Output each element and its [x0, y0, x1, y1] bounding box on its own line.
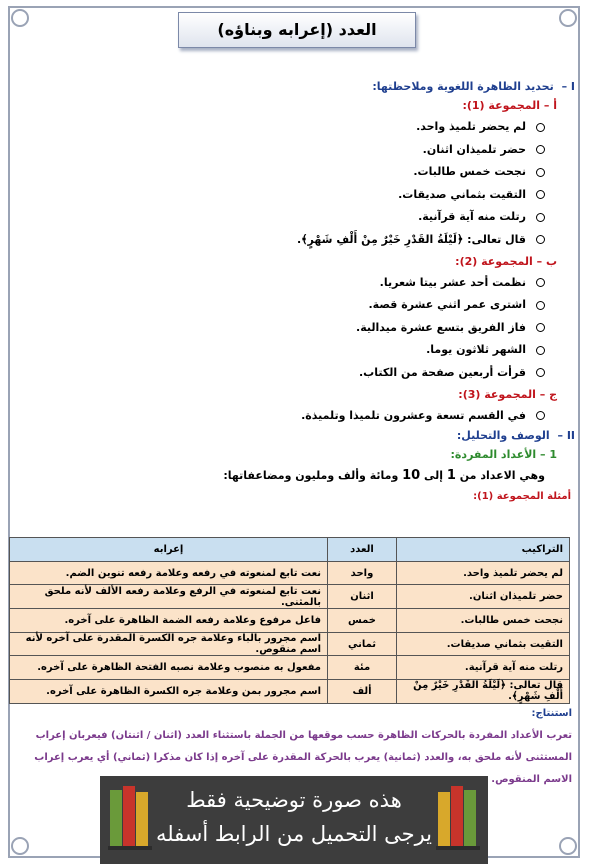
table-cell: مفعول به منصوب وعلامة نصبه الفتحة الظاهرة على آخره. — [10, 656, 328, 680]
bullet-icon — [536, 368, 545, 377]
column-header: إعرابه — [10, 538, 328, 562]
bullet-icon — [536, 190, 545, 199]
table-row — [10, 656, 570, 680]
conclusion-text: تعرب الأعداد المفردة بالحركات الظاهرة حسب موقعها من الجملة باستثناء العدد (اثنان / اثنتان) فيعربان إعراب المستثنى لأنه ملحق به، والعدد (ثمانية) يعرب بالحركة المقدرة على آخره إذا كان مذكرا (ثماني) أي يعرب إعراب الاسم المنقوص. — [34, 730, 572, 785]
books-icon — [432, 782, 482, 852]
table-cell: فاعل مرفوع وعلامة رفعه الضمة الظاهرة على آخره. — [10, 609, 328, 633]
list-item: فاز الفريق بتسع عشرة ميدالية. — [20, 317, 545, 340]
page-title: العدد (إعرابه وبناؤه) — [178, 12, 416, 48]
table-row — [10, 680, 570, 704]
group-1-label: أ – المجموعة (1): — [462, 99, 557, 112]
table-row — [10, 609, 570, 633]
corner-ornament — [559, 837, 577, 855]
list-item: قرأت أربعين صفحة من الكتاب. — [20, 362, 545, 385]
group-3-label: ج – المجموعة (3): — [458, 387, 557, 401]
table-cell: اثنان — [328, 585, 397, 609]
section-2-heading — [20, 427, 575, 445]
section-1-number: I – — [561, 80, 575, 93]
table-cell: ألف — [328, 680, 397, 704]
table-cell: نعت تابع لمنعوته في الرفع وعلامة رفعه الألف لأنه ملحق بالمثنى. — [10, 585, 328, 609]
table-cell: حضر تلميذان اثنان. — [397, 585, 570, 609]
table-cell: واحد — [328, 561, 397, 585]
table-cell: مئة — [328, 656, 397, 680]
list-item: نجحت خمس طالبات. — [20, 161, 545, 184]
table-cell: رتلت منه آية قرآنية. — [397, 656, 570, 680]
group-2-label: ب – المجموعة (2): — [455, 254, 557, 268]
bullet-icon — [536, 278, 545, 287]
list-item: نظمت أحد عشر بيتا شعريا. — [20, 272, 545, 295]
bullet-icon — [536, 301, 545, 310]
bullet-icon — [536, 323, 545, 332]
column-header: العدد — [328, 538, 397, 562]
group-3-list — [20, 405, 575, 428]
list-item: حضر تلميذان اثنان. — [20, 139, 545, 162]
table-row — [10, 632, 570, 656]
conclusion-label: استنتاج: — [531, 708, 572, 719]
corner-ornament — [11, 837, 29, 855]
definition-text: وهي الاعداد من 1 إلى 10 ومائة وألف ومليون ومضاعفاتها: — [223, 468, 545, 484]
list-item: اشترى عمر اثني عشرة قصة. — [20, 294, 545, 317]
column-header: التراكيب — [397, 538, 570, 562]
list-item: التقيت بثماني صديقات. — [20, 184, 545, 207]
section-2-title: الوصف والتحليل: — [456, 429, 550, 443]
bullet-icon — [536, 123, 545, 132]
table-cell: اسم مجرور بالباء وعلامة جره الكسرة المقدرة على آخره لأنه اسم منقوص. — [10, 632, 328, 656]
table-header-row — [10, 538, 570, 562]
analysis-table — [9, 537, 570, 704]
table-cell: نعت تابع لمنعوته في رفعه وعلامة رفعه تنوين الضم. — [10, 561, 328, 585]
table-row — [10, 561, 570, 585]
list-item: في القسم تسعة وعشرون تلميذا وتلميذة. — [20, 405, 545, 428]
group-2-list — [20, 272, 575, 385]
section-2-number: II – — [557, 429, 575, 443]
lesson-content — [20, 78, 575, 507]
books-icon — [106, 782, 156, 852]
banner-line-1: هذه صورة توضيحية فقط — [186, 788, 402, 812]
table-cell: لم يحضر تلميذ واحد. — [397, 561, 570, 585]
table-cell: اسم مجرور بمن وعلامة جره الكسرة الظاهرة على آخره. — [10, 680, 328, 704]
table-cell: قال تعالى: ﴿لَيْلَةُ القَدْرِ خَيْرٌ مِنْ أَلْفِ شَهْرٍ﴾. — [397, 680, 570, 704]
bullet-icon — [536, 213, 545, 222]
preview-banner — [100, 776, 488, 864]
list-item: لم يحضر تلميذ واحد. — [20, 116, 545, 139]
table-cell: نجحت خمس طالبات. — [397, 609, 570, 633]
table-cell: ثماني — [328, 632, 397, 656]
corner-ornament — [11, 9, 29, 27]
subsection-title: 1 – الأعداد المفردة: — [450, 448, 557, 462]
table-cell: التقيت بثماني صديقات. — [397, 632, 570, 656]
bullet-icon — [536, 168, 545, 177]
bullet-icon — [536, 346, 545, 355]
examples-label: أمثلة المجموعة (1): — [473, 491, 571, 503]
bullet-icon — [536, 235, 545, 244]
corner-ornament — [559, 9, 577, 27]
group-1-list — [20, 116, 575, 252]
section-1-heading — [20, 78, 575, 96]
banner-line-2: يرجى التحميل من الرابط أسفله — [155, 822, 433, 846]
table-cell: خمس — [328, 609, 397, 633]
list-item: رتلت منه آية قرآنية. — [20, 206, 545, 229]
section-1-title: تحديد الظاهرة اللغوية وملاحظتها: — [372, 80, 554, 93]
table-row — [10, 585, 570, 609]
list-item: الشهر ثلاثون يوما. — [20, 339, 545, 362]
bullet-icon — [536, 411, 545, 420]
list-item: قال تعالى: ﴿لَيْلَةُ القَدْرِ خَيْرٌ مِنْ أَلْفِ شَهْرٍ﴾. — [20, 229, 545, 252]
bullet-icon — [536, 145, 545, 154]
